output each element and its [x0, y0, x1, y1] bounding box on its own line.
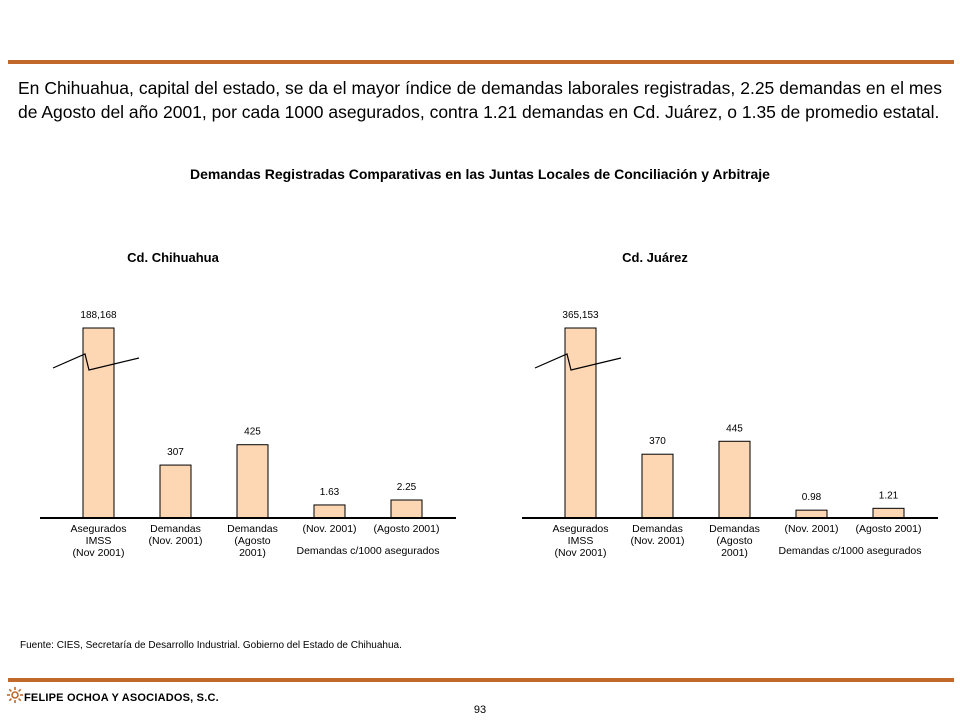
tick-label-3: (Nov. 2001)	[302, 523, 357, 535]
bar-0	[565, 328, 596, 518]
page-number: 93	[473, 704, 487, 716]
chart-title: Cd. Chihuahua	[127, 250, 219, 265]
bar-3	[314, 505, 345, 518]
tick-label-3: (Nov. 2001)	[784, 523, 839, 535]
bar-2	[237, 445, 268, 518]
data-label-0: 365,153	[562, 310, 599, 321]
tick-label-4: (Agosto 2001)	[373, 523, 440, 535]
data-label-3: 0.98	[801, 492, 822, 504]
source-note: Fuente: CIES, Secretaría de Desarrollo Industrial. Gobierno del Estado de Chihuahua.	[20, 640, 402, 651]
data-label-4: 1.21	[878, 490, 899, 502]
bar-2	[719, 441, 750, 518]
charts-main-title: Demandas Registradas Comparativas en las Juntas Locales de Conciliación y Arbitraje	[190, 166, 770, 182]
bottom-rule	[8, 678, 954, 682]
bar-4	[391, 500, 422, 518]
intro-paragraph: En Chihuahua, capital del estado, se da el mayor índice de demandas laborales registradas, 2.25 demandas en el mes de Agosto del año 2001, por cada 1000 asegurados, contra 1.21 demandas en Cd. Juárez, o 1.35 de promedio estatal.	[18, 78, 942, 122]
group-label: Demandas c/1000 asegurados	[296, 545, 440, 557]
company-name: FELIPE OCHOA Y ASOCIADOS, S.C.	[24, 692, 219, 704]
tick-label-1: Demandas (Nov. 2001)	[630, 523, 685, 547]
data-label-3: 1.63	[319, 486, 340, 498]
data-label-4: 2.25	[396, 482, 417, 493]
bar-4	[873, 508, 904, 518]
tick-label-0: Asegurados IMSS (Nov 2001)	[552, 523, 609, 559]
data-label-2: 445	[726, 423, 743, 435]
data-label-0: 188,168	[80, 310, 117, 321]
data-label-1: 370	[649, 436, 666, 448]
tick-label-1: Demandas (Nov. 2001)	[148, 523, 203, 547]
bar-0	[83, 328, 114, 518]
data-label-1: 307	[167, 447, 184, 459]
data-label-2: 425	[244, 426, 261, 438]
chart-chihuahua	[40, 240, 500, 580]
chart-title: Cd. Juárez	[622, 250, 688, 265]
tick-label-4: (Agosto 2001)	[855, 523, 922, 535]
tick-label-2: Demandas (Agosto 2001)	[227, 523, 278, 559]
bar-1	[160, 465, 191, 518]
chart-juarez	[522, 240, 960, 580]
bar-3	[796, 510, 827, 518]
sunburst-logo-icon	[6, 686, 24, 704]
tick-label-0: Asegurados IMSS (Nov 2001)	[70, 523, 127, 559]
top-rule	[8, 60, 954, 64]
tick-label-2: Demandas (Agosto 2001)	[709, 523, 760, 559]
group-label: Demandas c/1000 asegurados	[778, 545, 922, 557]
bar-1	[642, 454, 673, 518]
